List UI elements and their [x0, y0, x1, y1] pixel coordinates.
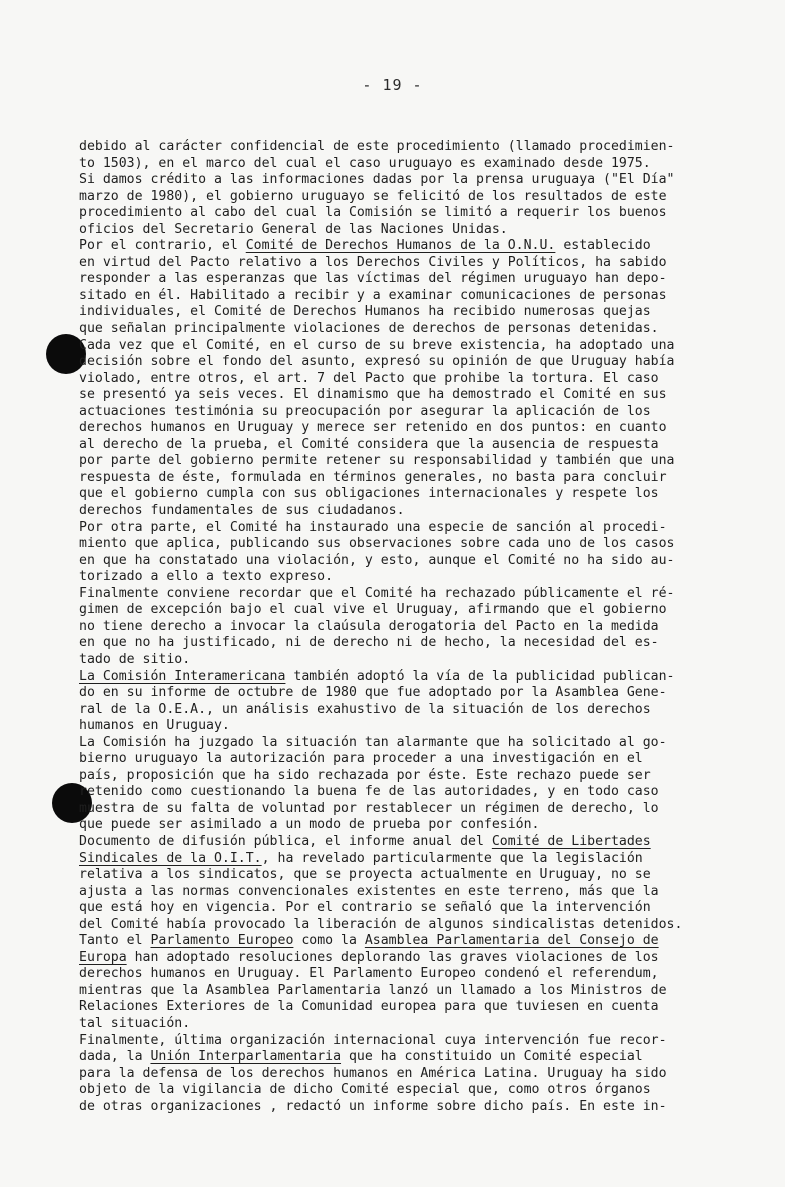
text-segment: para la defensa de los derechos humanos en América Latina. Uruguay ha sido	[79, 1065, 667, 1081]
text-segment: individuales, el Comité de Derechos Humanos ha recibido numerosas quejas	[79, 304, 651, 320]
text-line	[79, 718, 719, 735]
text-line	[79, 867, 719, 884]
text-line	[79, 1033, 719, 1050]
text-segment: sitado en él. Habilitado a recibir y a examinar comunicaciones de personas	[79, 287, 667, 303]
text-line	[79, 156, 719, 173]
underlined-organization-name: Sindicales de la O.I.T.	[79, 850, 262, 866]
text-line	[79, 569, 719, 586]
text-segment: La Comisión ha juzgado la situación tan alarmante que ha solicitado al go-	[79, 734, 667, 750]
text-segment: también adoptó la vía de la publicidad publican-	[285, 668, 675, 684]
text-segment: se presentó ya seis veces. El dinamismo que ha demostrado el Comité en sus	[79, 387, 667, 403]
text-line	[79, 784, 719, 801]
text-segment: do en su informe de octubre de 1980 que fue adoptado por la Asamblea Gene-	[79, 685, 667, 701]
text-segment: , ha revelado particularmente que la legislación	[261, 850, 643, 866]
text-segment: objeto de la vigilancia de dicho Comité especial que, como otros órganos	[79, 1082, 651, 1098]
text-segment: tal situación.	[79, 1015, 191, 1031]
underlined-organization-name: Europa	[79, 949, 127, 965]
text-segment: actuaciones testimónia su preocupación por asegurar la aplicación de los	[79, 403, 651, 419]
text-segment: tado de sitio.	[79, 651, 191, 667]
text-line	[79, 338, 719, 355]
text-segment: derechos fundamentales de sus ciudadanos.	[79, 503, 405, 519]
text-segment: que ha constituido un Comité especial	[341, 1049, 643, 1065]
text-line	[79, 735, 719, 752]
text-segment: to 1503), en el marco del cual el caso uruguayo es examinado desde 1975.	[79, 155, 651, 171]
text-segment: ajusta a las normas convencionales existentes en este terreno, más que la	[79, 883, 659, 899]
text-segment: respuesta de éste, formulada en términos generales, no basta para concluir	[79, 469, 667, 485]
text-line	[79, 1016, 719, 1033]
text-segment: oficios del Secretario General de las Naciones Unidas.	[79, 221, 508, 237]
text-segment: derechos humanos en Uruguay y merece ser retenido en dos puntos: en cuanto	[79, 420, 667, 436]
body-text	[79, 139, 719, 1115]
underlined-organization-name: La Comisión Interamericana	[79, 668, 286, 684]
text-line	[79, 884, 719, 901]
text-line	[79, 1049, 719, 1066]
underlined-organization-name: Asamblea Parlamentaria del Consejo de	[364, 933, 659, 949]
text-segment: Documento de difusión pública, el informe anual del	[79, 833, 492, 849]
text-segment: violado, entre otros, el art. 7 del Pacto que prohibe la tortura. El caso	[79, 370, 659, 386]
underlined-organization-name: Comité de Derechos Humanos de la O.N.U.	[245, 238, 556, 254]
text-line	[79, 768, 719, 785]
text-line	[79, 751, 719, 768]
text-segment: han adoptado resoluciones deplorando las graves violaciones de los	[126, 949, 659, 965]
text-segment: establecido	[555, 238, 651, 254]
text-segment: gimen de excepción bajo el cual vive el Uruguay, afirmando que el gobierno	[79, 602, 667, 618]
text-line	[79, 586, 719, 603]
text-segment: Relaciones Exteriores de la Comunidad europea para que tuviesen en cuenta	[79, 999, 659, 1015]
text-line	[79, 271, 719, 288]
text-segment: Tanto el	[79, 933, 151, 949]
text-line	[79, 371, 719, 388]
text-line	[79, 966, 719, 983]
text-line	[79, 354, 719, 371]
text-segment: dada, la	[79, 1049, 151, 1065]
underlined-organization-name: Unión Interparlamentaria	[150, 1049, 342, 1065]
text-segment: que el gobierno cumpla con sus obligaciones internacionales y respete los	[79, 486, 659, 502]
text-line	[79, 189, 719, 206]
text-segment: país, proposición que ha sido rechazada por éste. Este rechazo puede ser	[79, 767, 651, 783]
text-segment: retenido como cuestionando la buena fe de las autoridades, y en todo caso	[79, 784, 659, 800]
text-line	[79, 238, 719, 255]
page-number: - 19 -	[362, 76, 423, 94]
text-line	[79, 304, 719, 321]
text-line	[79, 553, 719, 570]
text-segment: por parte del gobierno permite retener su responsabilidad y también que una	[79, 453, 675, 469]
text-segment: Si damos crédito a las informaciones dadas por la prensa uruguaya ("El Día"	[79, 172, 675, 188]
text-segment: bierno uruguayo la autorización para proceder a una investigación en el	[79, 751, 643, 767]
text-line	[79, 288, 719, 305]
text-segment: Por el contrario, el	[79, 238, 246, 254]
text-segment: en virtud del Pacto relativo a los Derechos Civiles y Políticos, ha sabido	[79, 254, 667, 270]
text-line	[79, 999, 719, 1016]
text-line	[79, 702, 719, 719]
text-line	[79, 669, 719, 686]
text-line	[79, 900, 719, 917]
text-line	[79, 503, 719, 520]
underlined-organization-name: Parlamento Europeo	[150, 933, 294, 949]
underlined-organization-name: Comité de Libertades	[491, 833, 651, 849]
text-segment: no tiene derecho a invocar la claúsula derogatoria del Pacto en la medida	[79, 618, 659, 634]
text-line	[79, 520, 719, 537]
text-line	[79, 933, 719, 950]
text-line	[79, 834, 719, 851]
text-segment: que está hoy en vigencia. Por el contrario se señaló que la intervención	[79, 900, 651, 916]
text-segment: Por otra parte, el Comité ha instaurado una especie de sanción al procedi-	[79, 519, 667, 535]
text-line	[79, 486, 719, 503]
text-segment: como la	[293, 933, 365, 949]
text-segment: debido al carácter confidencial de este procedimiento (llamado procedimien-	[79, 139, 675, 154]
text-segment: torizado a ello a texto expreso.	[79, 569, 334, 585]
text-line	[79, 1066, 719, 1083]
text-line	[79, 255, 719, 272]
text-line	[79, 851, 719, 868]
text-segment: miento que aplica, publicando sus observaciones sobre cada uno de los casos	[79, 536, 675, 552]
text-line	[79, 205, 719, 222]
text-line	[79, 602, 719, 619]
text-segment: humanos en Uruguay.	[79, 718, 230, 734]
text-segment: procedimiento al cabo del cual la Comisión se limitó a requerir los buenos	[79, 205, 667, 221]
text-segment: que señalan principalmente violaciones de derechos de personas detenidas.	[79, 321, 659, 337]
text-segment: que puede ser asimilado a un modo de prueba por confesión.	[79, 817, 540, 833]
text-line	[79, 652, 719, 669]
text-segment: Finalmente, última organización internacional cuya intervención fue recor-	[79, 1032, 667, 1048]
text-line	[79, 437, 719, 454]
text-line	[79, 321, 719, 338]
text-segment: en que ha constatado una violación, y esto, aunque el Comité no ha sido au-	[79, 552, 675, 568]
text-line	[79, 801, 719, 818]
text-line	[79, 387, 719, 404]
text-line	[79, 404, 719, 421]
text-line	[79, 222, 719, 239]
text-line	[79, 635, 719, 652]
text-line	[79, 420, 719, 437]
text-segment: al derecho de la prueba, el Comité considera que la ausencia de respuesta	[79, 436, 659, 452]
text-segment: decisión sobre el fondo del asunto, expresó su opinión de que Uruguay había	[79, 354, 675, 370]
text-line	[79, 685, 719, 702]
text-segment: relativa a los sindicatos, que se proyecta actualmente en Uruguay, no se	[79, 867, 651, 883]
text-line	[79, 950, 719, 967]
text-line	[79, 470, 719, 487]
text-line	[79, 453, 719, 470]
text-segment: en que no ha justificado, ni de derecho ni de hecho, la necesidad del es-	[79, 635, 659, 651]
text-line	[79, 1099, 719, 1116]
text-segment: Cada vez que el Comité, en el curso de su breve existencia, ha adoptado una	[79, 337, 675, 353]
text-line	[79, 139, 719, 156]
text-segment: muestra de su falta de voluntad por restablecer un régimen de derecho, lo	[79, 800, 659, 816]
text-line	[79, 172, 719, 189]
text-segment: marzo de 1980), el gobierno uruguayo se felicitó de los resultados de este	[79, 188, 667, 204]
text-segment: derechos humanos en Uruguay. El Parlamento Europeo condenó el referendum,	[79, 966, 659, 982]
text-line	[79, 817, 719, 834]
text-segment: Finalmente conviene recordar que el Comité ha rechazado públicamente el ré-	[79, 585, 675, 601]
text-segment: de otras organizaciones , redactó un informe sobre dicho país. En este in-	[79, 1098, 667, 1114]
text-segment: del Comité había provocado la liberación de algunos sindicalistas detenidos.	[79, 916, 683, 932]
text-segment: responder a las esperanzas que las víctimas del régimen uruguayo han depo-	[79, 271, 667, 287]
text-segment: ral de la O.E.A., un análisis exahustivo de la situación de los derechos	[79, 701, 651, 717]
text-line	[79, 1082, 719, 1099]
text-line	[79, 536, 719, 553]
text-line	[79, 917, 719, 934]
text-line	[79, 619, 719, 636]
text-line	[79, 983, 719, 1000]
text-segment: mientras que la Asamblea Parlamentaria lanzó un llamado a los Ministros de	[79, 982, 667, 998]
